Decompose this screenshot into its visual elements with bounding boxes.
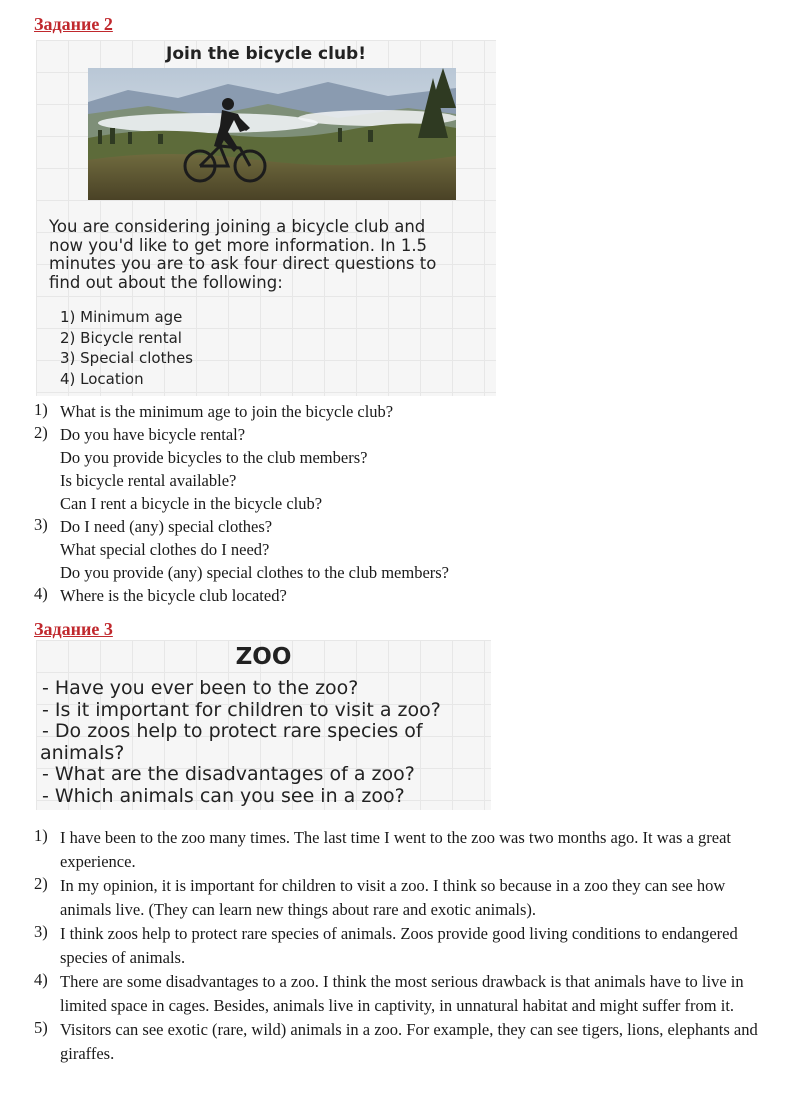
answer-text: Visitors can see exotic (rare, wild) animals in a zoo. For example, they can see tigers, lions, elephants and giraffes. [60,1020,758,1063]
answer-line: Do you have bicycle rental? [60,425,246,444]
bicycle-club-card [36,40,496,396]
answer-number: 3) [34,515,48,534]
answer-line: Do I need (any) special clothes? [60,517,273,536]
question-item: - Which animals can you see in a zoo? [42,784,405,807]
zoo-card [36,640,491,810]
zoo-questions [40,678,490,808]
question-item: - Is it important for children to visit a zoo? [42,698,441,721]
answer-line: Do you provide bicycles to the club members? [60,448,368,467]
answer-number: 2) [34,423,48,442]
answer-item [34,874,774,922]
topic-item: 4) Location [60,369,144,388]
card-title: Join the bicycle club! [166,44,366,64]
prompt-line: You are considering joining a bicycle club and [49,217,426,236]
task3-heading: Задание 3 [34,619,113,639]
prompt-line: now you'd like to get more information. In 1.5 [49,235,428,255]
task2-answers [34,400,449,607]
answer-text: There are some disadvantages to a zoo. I think the most serious drawback is that animals have to live in limited space in cages. Besides, animals live in captivity, in unnatural habitat and might suffer from it. [60,972,744,1015]
answer-item [34,826,774,874]
task2-heading: Задание 2 [34,14,113,34]
answer-text: I have been to the zoo many times. The last time I went to the zoo was two months ago. It was a great experience. [60,828,731,871]
answer-number: 1) [34,400,48,419]
answer-line: Can I rent a bicycle in the bicycle club? [60,494,323,513]
answer-number: 4) [34,970,48,989]
question-item: - What are the disadvantages of a zoo? [42,763,415,786]
answer-item [34,515,449,584]
answer-item [34,1018,774,1066]
answer-text: In my opinion, it is important for children to visit a zoo. I think so because in a zoo they can see how animals live. (They can learn new things about rare and exotic animals). [60,876,726,919]
answer-line: Where is the bicycle club located? [60,586,287,605]
question-item: - Have you ever been to the zoo? [42,677,359,699]
cyclist-photo [88,68,456,200]
topic-item: 1) Minimum age [60,308,183,326]
prompt-line: minutes you are to ask four direct questions to [49,254,437,273]
prompt-line: find out about the following: [49,272,283,292]
question-item: animals? [40,741,125,764]
answer-line: What special clothes do I need? [60,540,270,559]
answer-number: 4) [34,584,48,603]
topics-list [60,307,193,389]
answer-line: Do you provide (any) special clothes to the club members? [60,563,450,582]
topic-item: 3) Special clothes [60,349,194,367]
card-title: ZOO [235,644,292,670]
answer-text: I think zoos help to protect rare species of animals. Zoos provide good living conditions to endangered species of animals. [60,924,738,967]
answer-item [34,584,449,607]
answer-line: Is bicycle rental available? [60,471,237,490]
answer-item [34,400,449,423]
topic-item: 2) Bicycle rental [60,328,182,347]
answer-number: 5) [34,1018,48,1037]
task3-answers [34,826,774,1066]
answer-item [34,922,774,970]
answer-number: 1) [34,826,48,845]
answer-item [34,970,774,1018]
answer-item [34,423,449,515]
answer-number: 2) [34,874,48,893]
question-item: - Do zoos help to protect rare species of [42,720,423,743]
card-prompt [49,218,489,292]
answer-line: What is the minimum age to join the bicycle club? [60,402,394,421]
answer-number: 3) [34,922,48,941]
